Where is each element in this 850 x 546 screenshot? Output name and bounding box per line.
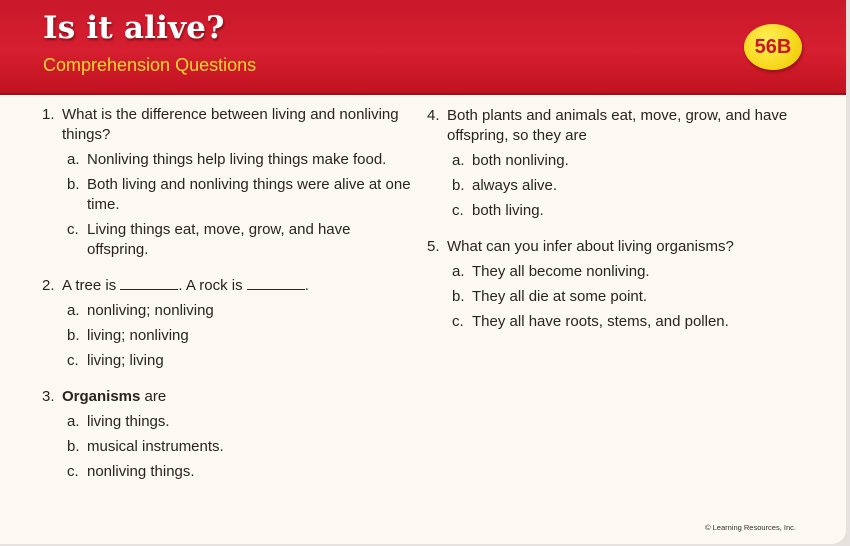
option-letter: b. <box>452 177 465 194</box>
option-letter: a. <box>67 151 80 168</box>
option-text: musical instruments. <box>87 438 224 455</box>
question-text <box>62 276 412 296</box>
option-text: always alive. <box>472 177 558 194</box>
card-number-badge: 56B <box>744 24 802 70</box>
option-text: They all have roots, stems, and pollen. <box>472 313 729 330</box>
question-text: Both plants and animals eat, move, grow, and have offspring, so they are <box>447 107 788 144</box>
question-number: 2. <box>42 277 55 294</box>
option-letter: a. <box>67 413 80 430</box>
option-letter: c. <box>67 221 79 238</box>
question-number: 1. <box>42 106 55 123</box>
answer-options <box>447 151 827 221</box>
question-text: What is the difference between living and nonliving things? <box>62 106 399 143</box>
option-text: They all become nonliving. <box>472 263 650 280</box>
answer-blank <box>247 277 305 290</box>
answer-option <box>447 201 827 221</box>
right-column <box>427 106 827 348</box>
option-text: nonliving things. <box>87 463 195 480</box>
answer-blank <box>120 277 178 290</box>
answer-option <box>62 220 412 260</box>
answer-option <box>62 175 412 215</box>
option-text: living; living <box>87 352 164 369</box>
option-text: They all die at some point. <box>472 288 648 305</box>
answer-options <box>62 301 412 371</box>
option-letter: c. <box>67 463 79 480</box>
left-column <box>42 105 412 498</box>
option-letter: b. <box>67 438 80 455</box>
option-letter: a. <box>452 152 465 169</box>
option-letter: a. <box>452 263 465 280</box>
answer-option <box>447 151 827 171</box>
option-text: living; nonliving <box>87 327 189 344</box>
question-2 <box>42 276 412 371</box>
question-text-part: A tree is <box>62 277 117 294</box>
question-text: What can you infer about living organisms? <box>447 238 734 255</box>
answer-option <box>62 150 412 170</box>
question-text <box>62 387 412 407</box>
option-letter: b. <box>67 327 80 344</box>
option-text: both living. <box>472 202 544 219</box>
copyright-notice: © Learning Resources, Inc. <box>705 523 796 532</box>
card-subtitle: Comprehension Questions <box>43 55 257 75</box>
answer-option <box>447 312 827 332</box>
answer-option <box>62 437 412 457</box>
answer-option <box>447 262 827 282</box>
option-text: nonliving; nonliving <box>87 302 214 319</box>
question-number: 3. <box>42 388 55 405</box>
card-header <box>0 0 846 95</box>
answer-options <box>62 150 412 260</box>
question-text-part: . A rock is <box>178 277 243 294</box>
question-1 <box>42 105 412 260</box>
answer-option <box>62 351 412 371</box>
vocabulary-term: Organisms <box>62 388 141 405</box>
answer-option <box>62 412 412 432</box>
answer-option <box>62 301 412 321</box>
option-letter: c. <box>67 352 79 369</box>
question-text-part: are <box>144 388 167 405</box>
option-letter: b. <box>452 288 465 305</box>
question-3 <box>42 387 412 482</box>
option-letter: c. <box>452 313 464 330</box>
option-text: both nonliving. <box>472 152 569 169</box>
answer-option <box>62 326 412 346</box>
option-letter: c. <box>452 202 464 219</box>
option-text: Both living and nonliving things were alive at one time. <box>87 176 411 213</box>
card-title: Is it alive? <box>43 10 225 46</box>
option-text: living things. <box>87 413 170 430</box>
question-4 <box>427 106 827 221</box>
answer-option <box>447 287 827 307</box>
answer-option <box>447 176 827 196</box>
option-text: Living things eat, move, grow, and have offspring. <box>87 221 351 258</box>
option-text: Nonliving things help living things make food. <box>87 151 387 168</box>
answer-option <box>62 462 412 482</box>
answer-options <box>62 412 412 482</box>
answer-options <box>447 262 827 332</box>
question-text-part: . <box>304 277 309 294</box>
option-letter: b. <box>67 176 80 193</box>
question-number: 5. <box>427 238 440 255</box>
question-number: 4. <box>427 107 440 124</box>
option-letter: a. <box>67 302 80 319</box>
question-5 <box>427 237 827 332</box>
